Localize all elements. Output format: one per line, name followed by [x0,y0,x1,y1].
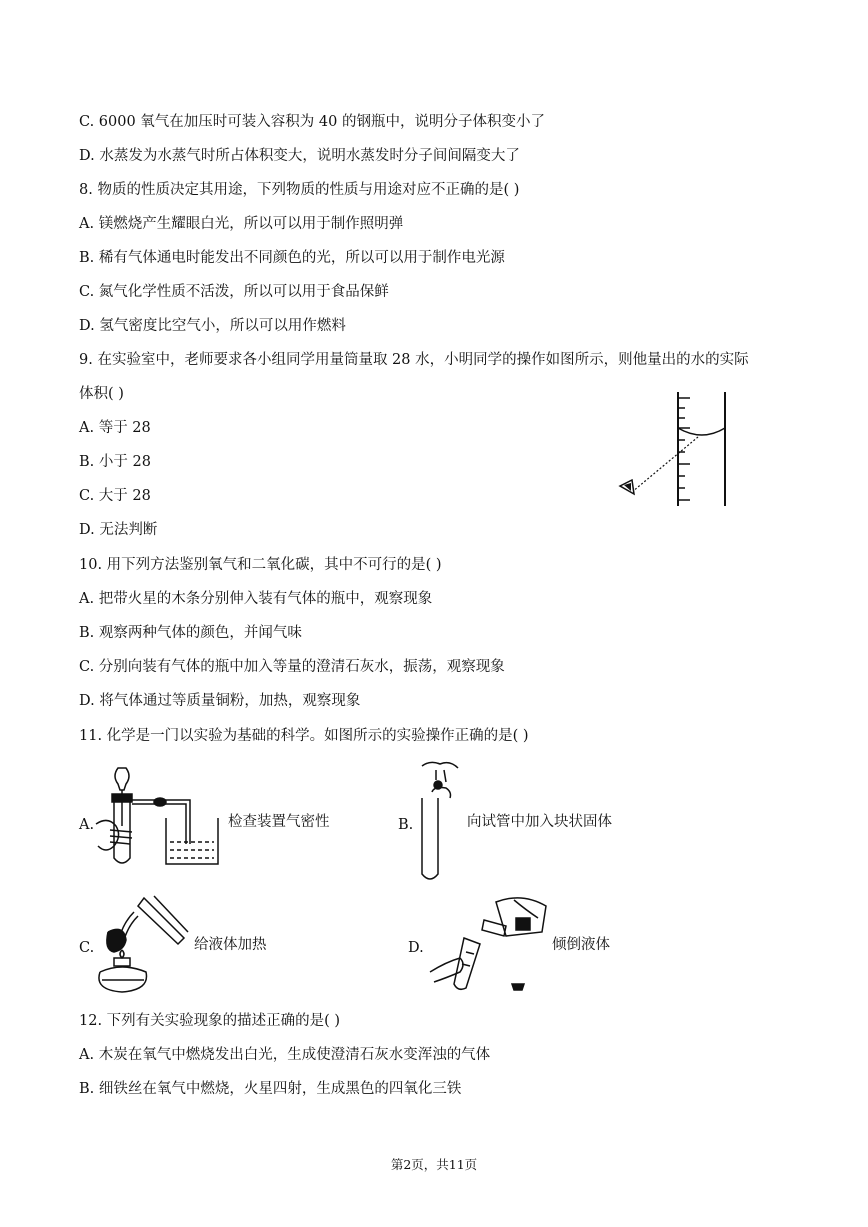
q12-option-b: B. 细铁丝在氧气中燃烧，火星四射，生成黑色的四氧化三铁 [79,1081,462,1097]
q7-option-d: D. 水蒸发为水蒸气时所占体积变大，说明水蒸发时分子间间隔变大了 [79,148,520,164]
q9-option-a: A. 等于 28 [79,420,151,436]
page-footer: 第2页，共11页 [390,1157,478,1172]
q11-option-a-text: 检查装置气密性 [228,814,330,830]
q10-stem: 10. 用下列方法鉴别氧气和二氧化碳，其中不可行的是( ) [79,557,442,573]
q9-cylinder-figure [612,388,732,512]
q11-option-d-letter: D. [408,940,424,956]
q8-option-a: A. 镁燃烧产生耀眼白光，所以可以用于制作照明弹 [79,216,404,232]
q9-stem-line1: 9. 在实验室中，老师要求各小组同学用量筒量取 28 水，小明同学的操作如图所示，则他量出的水的实际 [79,352,749,368]
q11-option-a-letter: A. [79,817,95,833]
q9-option-c: C. 大于 28 [79,488,151,504]
q11-pour-liquid-figure [426,892,552,996]
q8-option-c: C. 氮气化学性质不活泼，所以可以用于食品保鲜 [79,284,389,300]
q11-heat-liquid-figure [94,892,194,1000]
q7-option-c: C. 6000 氧气在加压时可装入容积为 40 的钢瓶中，说明分子体积变小了 [79,114,545,130]
q8-option-b: B. 稀有气体通电时能发出不同颜色的光，所以可以用于制作电光源 [79,250,505,266]
q10-option-c: C. 分别向装有气体的瓶中加入等量的澄清石灰水，振荡，观察现象 [79,659,505,675]
q11-add-solid-figure [416,758,466,884]
q11-option-c-text: 给液体加热 [194,937,267,953]
q11-airtightness-figure [92,766,222,872]
q10-option-d: D. 将气体通过等质量铜粉，加热，观察现象 [79,693,361,709]
q9-option-d: D. 无法判断 [79,522,158,538]
q10-option-a: A. 把带火星的木条分别伸入装有气体的瓶中，观察现象 [79,591,433,607]
q8-stem: 8. 物质的性质决定其用途，下列物质的性质与用途对应不正确的是( ) [79,182,520,198]
q12-stem: 12. 下列有关实验现象的描述正确的是( ) [79,1013,341,1029]
q11-option-d-text: 倾倒液体 [552,937,610,953]
q9-stem-line2: 体积( ) [79,386,124,402]
q8-option-d: D. 氢气密度比空气小，所以可以用作燃料 [79,318,346,334]
q9-option-b: B. 小于 28 [79,454,151,470]
q11-stem: 11. 化学是一门以实验为基础的科学。如图所示的实验操作正确的是( ) [79,728,529,744]
q11-option-c-letter: C. [79,940,95,956]
q11-option-b-text: 向试管中加入块状固体 [467,814,612,830]
q12-option-a: A. 木炭在氧气中燃烧发出白光，生成使澄清石灰水变浑浊的气体 [79,1047,491,1063]
q11-option-b-letter: B. [398,817,414,833]
q10-option-b: B. 观察两种气体的颜色，并闻气味 [79,625,302,641]
